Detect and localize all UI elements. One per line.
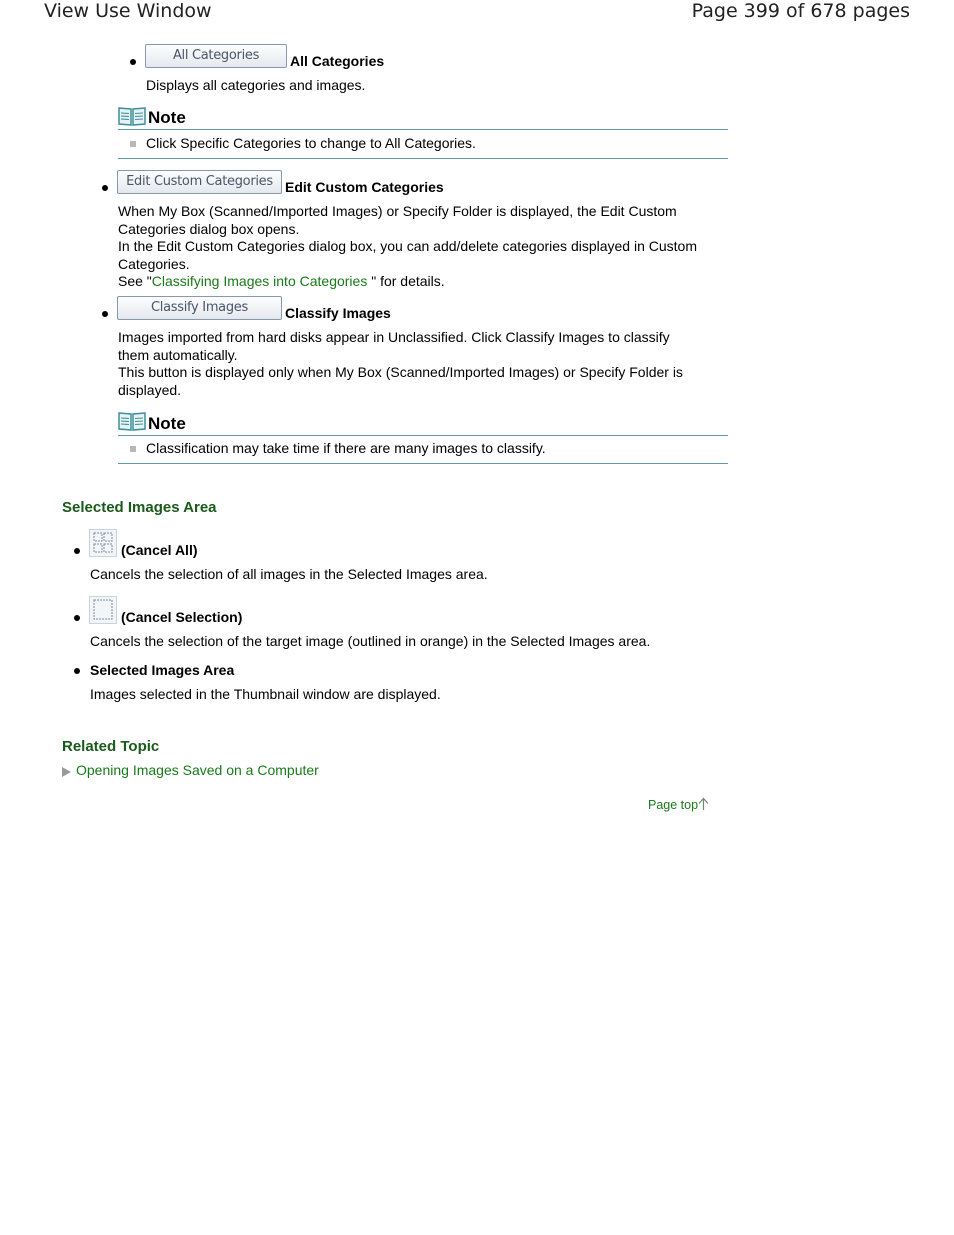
bullet [102,185,108,191]
note-bullet [130,141,136,147]
page-top-link[interactable] [648,797,709,814]
edit-custom-categories-label: Edit Custom Categories [285,179,444,195]
section-heading: Related Topic [62,738,160,755]
see-line [118,273,445,291]
bullet [74,615,80,621]
selected-images-area-label: Selected Images Area [90,662,235,678]
bullet [74,548,80,554]
cancel-all-desc: Cancels the selection of all images in the Selected Images area. [90,566,488,582]
edit-custom-desc: In the Edit Custom Categories dialog box, you can add/delete categories displayed in Custom [118,238,698,254]
opening-images-link[interactable]: Opening Images Saved on a Computer [76,762,319,778]
bullet [74,668,80,674]
cancel-selection-label: (Cancel Selection) [121,609,243,625]
bullet [130,59,136,65]
edit-custom-categories-button[interactable]: Edit Custom Categories [117,170,282,194]
classifying-images-link[interactable]: Classifying Images into Categories [151,273,368,289]
selected-images-area-desc: Images selected in the Thumbnail window are displayed. [90,686,441,702]
edit-custom-desc: When My Box (Scanned/Imported Images) or Specify Folder is displayed, the Edit Custom [118,203,677,219]
note-bullet [130,446,136,452]
cancel-all-label: (Cancel All) [121,542,198,558]
note-title: Note [148,108,186,127]
section-heading: Selected Images Area [62,499,217,516]
classify-desc: displayed. [118,381,182,398]
page-top-label: Page top [648,798,699,812]
page-counter: Page 399 of 678 pages [691,0,910,22]
cancel-selection-desc: Cancels the selection of the target image (outlined in orange) in the Selected Images area. [90,633,651,649]
classify-images-button[interactable]: Classify Images [117,296,282,320]
link-arrow-icon [62,767,71,777]
see-prefix: See " [118,273,152,289]
note-book-icon [118,106,146,129]
note-book-icon [118,411,146,434]
classify-desc: This button is displayed only when My Box (Scanned/Imported Images) or Specify Folder is [118,364,683,380]
note-title: Note [148,414,186,433]
note-divider [118,129,728,130]
classify-desc: them automatically. [118,346,238,363]
note-text: Classification may take time if there are many images to classify. [146,440,546,456]
cancel-all-icon[interactable] [89,529,117,557]
cancel-selection-icon[interactable] [89,596,117,624]
note-divider [118,463,728,464]
note-text: Click Specific Categories to change to All Categories. [146,135,476,151]
note-divider [118,435,728,436]
all-categories-desc: Displays all categories and images. [146,77,366,93]
edit-custom-desc: Categories dialog box opens. [118,220,300,237]
header-title: View Use Window [44,0,212,22]
classify-images-label: Classify Images [285,305,391,321]
see-suffix: " for details. [367,273,445,289]
up-arrow-icon [698,797,709,814]
classify-desc: Images imported from hard disks appear in Unclassified. Click Classify Images to classify [118,329,670,345]
all-categories-label: All Categories [290,53,385,69]
all-categories-button[interactable]: All Categories [145,44,287,68]
note-divider [118,158,728,159]
edit-custom-desc: Categories. [118,255,190,272]
bullet [102,311,108,317]
